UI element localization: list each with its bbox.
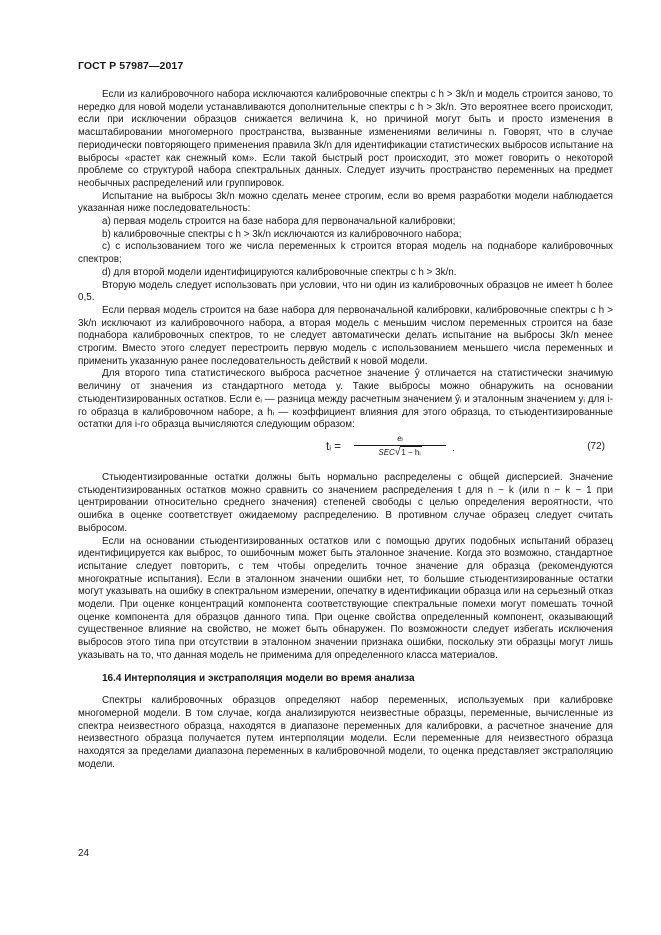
sqrt-icon: √ (394, 446, 401, 458)
document-body (78, 89, 613, 771)
equation-number: (72) (587, 440, 605, 452)
equation-lhs: tᵢ = (326, 440, 341, 453)
section-gap (78, 663, 613, 673)
paragraph-interpolation: Спектры калибровочных образцов определяют набор переменных, используемых при калибровке многомерной модели. В том случае, когда анализируются неизвестные образцы, переменные, вычисленные из спектра неизвестного образца, находятся в диапазоне переменных для калибровки, а расчетное значение для неизвестного образца получается путем интерполяции модели. Если переменные для неизвестного образца находятся за пределами диапазона переменных в калибровочной модели, то оценка представляет экстраполяцию модели. (78, 695, 613, 770)
equation-fraction (350, 434, 450, 458)
denominator-prefix: SEC (378, 447, 395, 457)
paragraph-relaxed-test: Испытание на выбросы 3k/n можно сделать менее строгим, если во время разработки модели наблюдается указанная ниже последовательность: (78, 190, 613, 215)
list-item-a: а) первая модель строится на базе набора для первоначальной калибровки; (102, 216, 456, 228)
paragraph-distribution: Стьюдентизированные остатки должны быть нормально распределены с общей дисперсией. Значение стьюдентизированных остатков можно сравнить со значением распределения t для n − k (или n − k − 1 при центрировании относительно среднего значения) степеней свободы с целью определения вероятности, что ошибка в оценке соответствует ожидаемому распределению. В противном случае образец следует считать выбросом. (78, 471, 613, 534)
equation-period: . (452, 442, 455, 454)
equation-denominator (350, 446, 450, 458)
list-item-d: d) для второй модели идентифицируются калибровочные спектры с h > 3k/n. (102, 266, 457, 278)
equation-72 (78, 434, 613, 466)
paragraph-outlier-handling: Если на основании стьюдентизированных остатков или с помощью других подобных испытаний образец идентифицируется как выброс, то ошибочным может быть эталонное значение. Когда это возможно, стандартное испытание следует повторить, с тем чтобы определить точное значение для образца (рекомендуются многократные испытания). Если в эталонном значении ошибки нет, то большие стьюдентизированные остатки могут указывать на ошибку в спектральном измерении, опечатку в идентификации образца или на серьезный отказ модели. При оценке концентраций компонента соответствующие спектральные помехи могут помешать точной оценке компонента для образцов данного типа. При оценке свойства определенный компонент, оказывающий существенное влияние на свойство, не может быть обнаружен. По возможности следует избегать исключения выбросов этого типа при отсутствии в эталонном значении признака ошибки, поскольку эти образцы могут лишь указывать на то, что данная модель не применима для определенного класса материалов. (78, 535, 613, 661)
document-header: ГОСТ Р 57987—2017 (78, 60, 184, 72)
page-number: 24 (78, 848, 89, 859)
section-heading: 16.4 Интерполяция и экстраполяция модели во время анализа (102, 672, 415, 684)
equation-numerator: eᵢ (397, 433, 403, 443)
paragraph-second-model: Вторую модель следует использовать при условии, что ни один из калибровочных образцов не имеет h более 0,5. (78, 279, 613, 304)
section-gap-after (78, 685, 613, 695)
list-item-c: с) с использованием того же числа переменных k строится вторая модель на поднаборе калибровочных спектров; (78, 241, 613, 266)
paragraph-rebuild-model: Если первая модель строится на базе набора для первоначальной калибровки, калибровочные спектры с h > 3k/n исключают из калибровочного набора, а вторая модель с меньшим числом переменных строится на базе поднабора калибровочных спектров, то не следует автоматически делать испытание на выбросы 3k/n менее строгим. Вместо этого следует перестроить первую модель с использованием меньшего числа переменных и применить указанную ранее последовательность действий к новой модели. (78, 304, 613, 367)
paragraph-studentized-residuals: Для второго типа статистического выброса расчетное значение ŷ отличается на статистически значимую величину от значения из стандартного метода y. Такие выбросы можно обнаружить на основании стьюдентизированных остатков. Если eᵢ — разница между расчетным значением ŷᵢ и эталонным значением yᵢ для i-го образца в калибровочном наборе, а hᵢ — коэффициент влияния для этого образца, то стьюдентизированные остатки для i-го образца вычисляются следующим образом: (78, 368, 613, 431)
denominator-radicand: 1 − hᵢ (401, 447, 421, 457)
list-item-b: b) калибровочные спектры с h > 3k/n исключаются из калибровочного набора; (102, 228, 462, 240)
paragraph-outlier-reset: Если из калибровочного набора исключаются калибровочные спектры с h > 3k/n и модель строится заново, то нередко для новой модели устанавливаются дополнительные спектры с h > 3k/n. Это вероятнее всего происходит, если при исключении образцов снижается величина k, но причиной могут быть и просто изменения в масштабировании многомерного пространства, вызванные изменениями величины n. Говорят, что в случае периодически повторяющего применения правила 3k/n для идентификации статистических выбросов испытание на выбросы «растет как снежный ком». Если такой быстрый рост происходит, это может говорить о некоторой проблеме со структурой набора спектральных данных. Следует изучить пространство переменных на предмет необычных распределений или группировок. (78, 89, 613, 189)
